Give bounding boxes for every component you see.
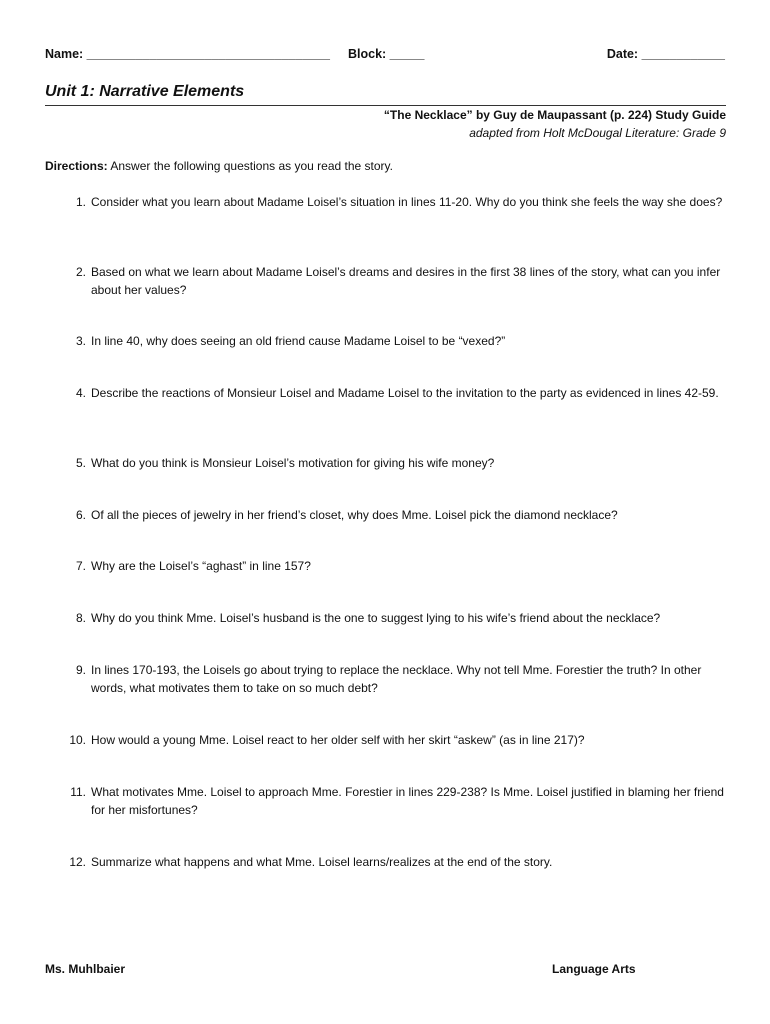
- question-number: 10.: [69, 733, 86, 747]
- date-field: Date: ____________: [606, 47, 725, 61]
- question-text: Based on what we learn about Madame Loisel’s dreams and desires in the first 38 lines of the story, what can you infer about her values?: [91, 265, 721, 297]
- question-text: Why do you think Mme. Loisel’s husband is the one to suggest lying to his wife’s friend about the necklace?: [91, 611, 661, 625]
- question-text: Summarize what happens and what Mme. Loisel learns/realizes at the end of the story.: [91, 855, 553, 869]
- question-number: 11.: [70, 785, 86, 799]
- question-text: Describe the reactions of Monsieur Loisel and Madame Loisel to the invitation to the party as evidenced in lines 42-59.: [91, 386, 719, 400]
- block-field: Block: _____: [348, 47, 425, 61]
- directions-label: Directions:: [45, 159, 108, 173]
- question-number: 3.: [75, 334, 86, 348]
- directions-text: Answer the following questions as you read the story.: [107, 159, 393, 173]
- question-text: What do you think is Monsieur Loisel’s motivation for giving his wife money?: [91, 456, 495, 470]
- question-text: Why are the Loisel’s “aghast” in line 157?: [91, 559, 311, 573]
- study-guide-source: adapted from Holt McDougal Literature: Grade 9: [469, 126, 726, 140]
- question-number: 12.: [69, 855, 86, 869]
- question-text: Of all the pieces of jewelry in her friend’s closet, why does Mme. Loisel pick the diamond necklace?: [91, 508, 618, 522]
- question-number: 6.: [75, 508, 86, 522]
- question-text: Consider what you learn about Madame Loisel’s situation in lines 11-20. Why do you think she feels the way she does?: [91, 195, 723, 209]
- question-number: 1.: [75, 195, 86, 209]
- question-number: 5.: [75, 456, 86, 470]
- question-text: What motivates Mme. Loisel to approach Mme. Forestier in lines 229-238? Is Mme. Loisel justified in blaming her friend for her misfortunes?: [91, 785, 724, 817]
- footer-subject: Language Arts: [552, 962, 636, 976]
- unit-title: Unit 1: Narrative Elements: [45, 83, 245, 100]
- question-number: 4.: [75, 386, 86, 400]
- name-field: Name: ___________________________________: [45, 47, 330, 61]
- question-text: In line 40, why does seeing an old friend cause Madame Loisel to be “vexed?”: [91, 334, 506, 348]
- study-guide-title: “The Necklace” by Guy de Maupassant (p. 224) Study Guide: [383, 108, 726, 122]
- footer-teacher: Ms. Muhlbaier: [45, 962, 126, 976]
- question-number: 8.: [75, 611, 86, 625]
- question-number: 9.: [75, 663, 86, 677]
- question-text: In lines 170-193, the Loisels go about trying to replace the necklace. Why not tell Mme. Forestier the truth? In other words, what motivates them to take on so much debt?: [91, 663, 702, 695]
- question-text: How would a young Mme. Loisel react to her older self with her skirt “askew” (as in line 217)?: [91, 733, 585, 747]
- question-number: 2.: [75, 265, 86, 279]
- question-number: 7.: [75, 559, 86, 573]
